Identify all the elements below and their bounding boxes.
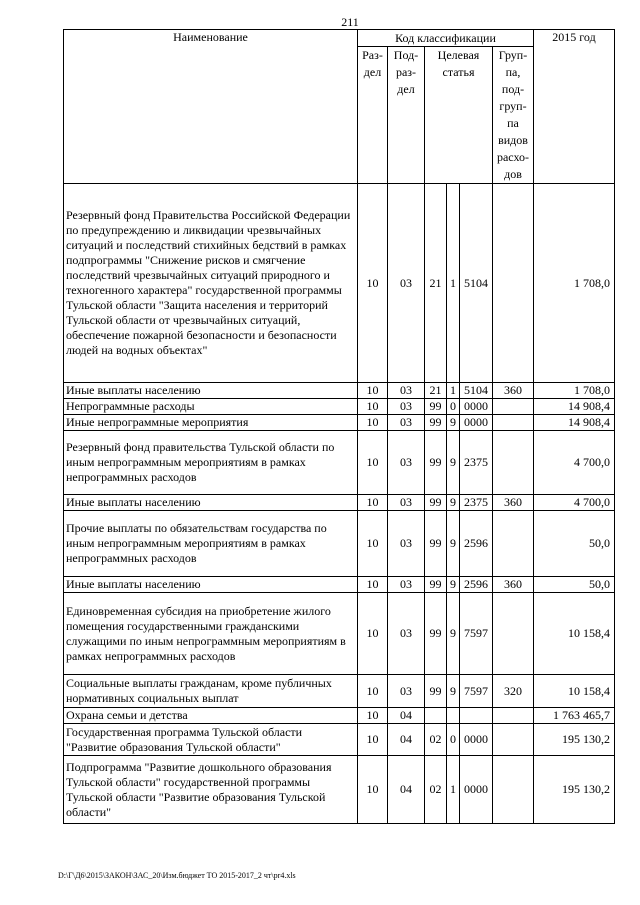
header-target-line: Целевая xyxy=(437,48,480,62)
row-razdel: 10 xyxy=(358,415,388,431)
row-cs-direction: 0000 xyxy=(460,415,493,431)
header-row-top xyxy=(64,30,615,47)
row-expense-type: 360 xyxy=(493,495,534,511)
header-razdel xyxy=(358,47,388,184)
header-code-classification: Код классификации xyxy=(358,30,534,47)
header-podrazdel-line: дел xyxy=(397,82,415,96)
row-name: Резервный фонд Правительства Российской Федерации по предупреждению и ликвидации чрезвычайных ситуаций и последствий стихийных бедствий в рамках подпрограммы "Снижение рисков и смягчение последствий чрезвычайных ситуаций природного и техногенного характера" государственной программы Тульской области "Защита населения и территорий Тульской области от чрезвычайных ситуаций, обеспечение пожарной безопасности и безопасности людей на водных объектах" xyxy=(64,184,358,383)
row-cs-subprogram: 9 xyxy=(447,415,460,431)
row-amount: 14 908,4 xyxy=(534,399,615,415)
header-name: Наименование xyxy=(64,30,358,184)
row-expense-type xyxy=(493,399,534,415)
row-podrazdel: 03 xyxy=(388,577,425,593)
row-name: Охрана семьи и детства xyxy=(64,708,358,724)
row-podrazdel: 03 xyxy=(388,511,425,577)
row-name: Государственная программа Тульской области "Развитие образования Тульской области" xyxy=(64,724,358,756)
row-expense-type xyxy=(493,593,534,675)
row-name: Иные выплаты населению xyxy=(64,495,358,511)
row-cs-program: 99 xyxy=(425,511,447,577)
row-amount: 4 700,0 xyxy=(534,495,615,511)
row-cs-direction: 2375 xyxy=(460,431,493,495)
header-expense-group xyxy=(493,47,534,184)
row-amount: 50,0 xyxy=(534,511,615,577)
table-row xyxy=(64,415,615,431)
row-cs-subprogram: 0 xyxy=(447,399,460,415)
row-expense-type xyxy=(493,184,534,383)
row-podrazdel: 04 xyxy=(388,724,425,756)
header-group-line: па, xyxy=(505,65,521,79)
row-expense-type: 360 xyxy=(493,383,534,399)
row-amount: 4 700,0 xyxy=(534,431,615,495)
row-expense-type: 360 xyxy=(493,577,534,593)
header-razdel-line: Раз- xyxy=(362,48,383,62)
row-name: Иные непрограммные мероприятия xyxy=(64,415,358,431)
table-row xyxy=(64,675,615,708)
row-cs-program: 99 xyxy=(425,399,447,415)
table-row xyxy=(64,708,615,724)
table-row xyxy=(64,431,615,495)
row-razdel: 10 xyxy=(358,383,388,399)
row-amount: 1 708,0 xyxy=(534,383,615,399)
row-razdel: 10 xyxy=(358,708,388,724)
row-cs-subprogram: 9 xyxy=(447,431,460,495)
row-cs-program: 99 xyxy=(425,675,447,708)
row-cs-direction: 5104 xyxy=(460,184,493,383)
row-name: Социальные выплаты гражданам, кроме публичных нормативных социальных выплат xyxy=(64,675,358,708)
header-year: 2015 год xyxy=(534,30,615,184)
row-podrazdel: 03 xyxy=(388,675,425,708)
row-cs-subprogram: 9 xyxy=(447,577,460,593)
row-razdel: 10 xyxy=(358,577,388,593)
row-name: Единовременная субсидия на приобретение жилого помещения государственными гражданскими служащими по иным непрограммным мероприятиям в рамках непрограммных расходов xyxy=(64,593,358,675)
row-podrazdel: 03 xyxy=(388,431,425,495)
header-target-article xyxy=(425,47,493,184)
row-cs-program: 99 xyxy=(425,593,447,675)
row-razdel: 10 xyxy=(358,724,388,756)
header-group-line: под- xyxy=(501,82,525,96)
page-number: 211 xyxy=(341,15,359,29)
header-target-line: статья xyxy=(442,65,475,79)
row-expense-type xyxy=(493,511,534,577)
header-group-line: Груп- xyxy=(498,48,528,62)
row-name: Иные выплаты населению xyxy=(64,383,358,399)
row-amount: 14 908,4 xyxy=(534,415,615,431)
table-row xyxy=(64,399,615,415)
row-amount: 1 763 465,7 xyxy=(534,708,615,724)
header-group-line: расхо- xyxy=(496,150,530,164)
table-row xyxy=(64,577,615,593)
row-cs-direction: 7597 xyxy=(460,675,493,708)
row-name: Иные выплаты населению xyxy=(64,577,358,593)
row-cs-direction xyxy=(460,708,493,724)
row-podrazdel: 03 xyxy=(388,415,425,431)
header-group-line: па xyxy=(507,116,519,130)
row-cs-direction: 2596 xyxy=(460,577,493,593)
row-expense-type xyxy=(493,431,534,495)
row-razdel: 10 xyxy=(358,184,388,383)
header-group-line: видов xyxy=(498,133,528,147)
row-cs-subprogram xyxy=(447,708,460,724)
row-cs-direction: 0000 xyxy=(460,724,493,756)
row-amount: 10 158,4 xyxy=(534,593,615,675)
row-name: Непрограммные расходы xyxy=(64,399,358,415)
row-cs-program: 99 xyxy=(425,495,447,511)
row-cs-direction: 2375 xyxy=(460,495,493,511)
row-razdel: 10 xyxy=(358,495,388,511)
row-podrazdel: 03 xyxy=(388,593,425,675)
header-podrazdel xyxy=(388,47,425,184)
row-cs-direction: 0000 xyxy=(460,399,493,415)
row-cs-subprogram: 1 xyxy=(447,184,460,383)
row-cs-direction: 7597 xyxy=(460,593,493,675)
row-cs-subprogram: 9 xyxy=(447,675,460,708)
header-group-line: дов xyxy=(504,167,522,181)
row-cs-subprogram: 1 xyxy=(447,756,460,824)
table-row xyxy=(64,724,615,756)
table-row xyxy=(64,511,615,577)
header-razdel-line: дел xyxy=(363,65,382,79)
row-cs-program xyxy=(425,708,447,724)
row-cs-program: 02 xyxy=(425,756,447,824)
row-cs-subprogram: 9 xyxy=(447,495,460,511)
row-razdel: 10 xyxy=(358,756,388,824)
row-cs-program: 21 xyxy=(425,184,447,383)
row-podrazdel: 03 xyxy=(388,383,425,399)
row-cs-program: 99 xyxy=(425,431,447,495)
row-cs-program: 02 xyxy=(425,724,447,756)
row-expense-type xyxy=(493,724,534,756)
row-cs-direction: 5104 xyxy=(460,383,493,399)
row-expense-type xyxy=(493,708,534,724)
table-row xyxy=(64,184,615,383)
row-cs-subprogram: 9 xyxy=(447,511,460,577)
row-expense-type: 320 xyxy=(493,675,534,708)
row-podrazdel: 03 xyxy=(388,184,425,383)
row-cs-subprogram: 0 xyxy=(447,724,460,756)
row-razdel: 10 xyxy=(358,511,388,577)
row-cs-subprogram: 9 xyxy=(447,593,460,675)
row-razdel: 10 xyxy=(358,675,388,708)
row-amount: 1 708,0 xyxy=(534,184,615,383)
row-name: Резервный фонд правительства Тульской области по иным непрограммным мероприятиям в рамках непрограммных расходов xyxy=(64,431,358,495)
footer-file-path: D:\Г\Д6\2015\ЗАКОН\ЗАС_20\Изм.бюджет ТО 2015-2017_2 чт\pr4.xls xyxy=(58,871,296,880)
row-expense-type xyxy=(493,415,534,431)
row-podrazdel: 03 xyxy=(388,495,425,511)
row-razdel: 10 xyxy=(358,431,388,495)
row-podrazdel: 04 xyxy=(388,708,425,724)
row-cs-program: 21 xyxy=(425,383,447,399)
table-row xyxy=(64,593,615,675)
row-name: Прочие выплаты по обязательствам государства по иным непрограммным мероприятиям в рамках непрограммных расходов xyxy=(64,511,358,577)
row-razdel: 10 xyxy=(358,399,388,415)
header-podrazdel-line: раз- xyxy=(395,65,417,79)
row-cs-program: 99 xyxy=(425,415,447,431)
row-podrazdel: 03 xyxy=(388,399,425,415)
row-cs-subprogram: 1 xyxy=(447,383,460,399)
row-podrazdel: 04 xyxy=(388,756,425,824)
header-group-line: груп- xyxy=(499,99,527,113)
header-podrazdel-line: Под- xyxy=(393,48,419,62)
row-cs-direction: 0000 xyxy=(460,756,493,824)
row-amount: 195 130,2 xyxy=(534,724,615,756)
row-expense-type xyxy=(493,756,534,824)
table-row xyxy=(64,756,615,824)
row-name: Подпрограмма "Развитие дошкольного образования Тульской области" государственной программы Тульской области "Развитие образования Тульской области" xyxy=(64,756,358,824)
row-razdel: 10 xyxy=(358,593,388,675)
budget-table xyxy=(63,29,615,824)
table-row xyxy=(64,495,615,511)
row-cs-direction: 2596 xyxy=(460,511,493,577)
row-amount: 10 158,4 xyxy=(534,675,615,708)
row-amount: 195 130,2 xyxy=(534,756,615,824)
table-row xyxy=(64,383,615,399)
row-amount: 50,0 xyxy=(534,577,615,593)
row-cs-program: 99 xyxy=(425,577,447,593)
